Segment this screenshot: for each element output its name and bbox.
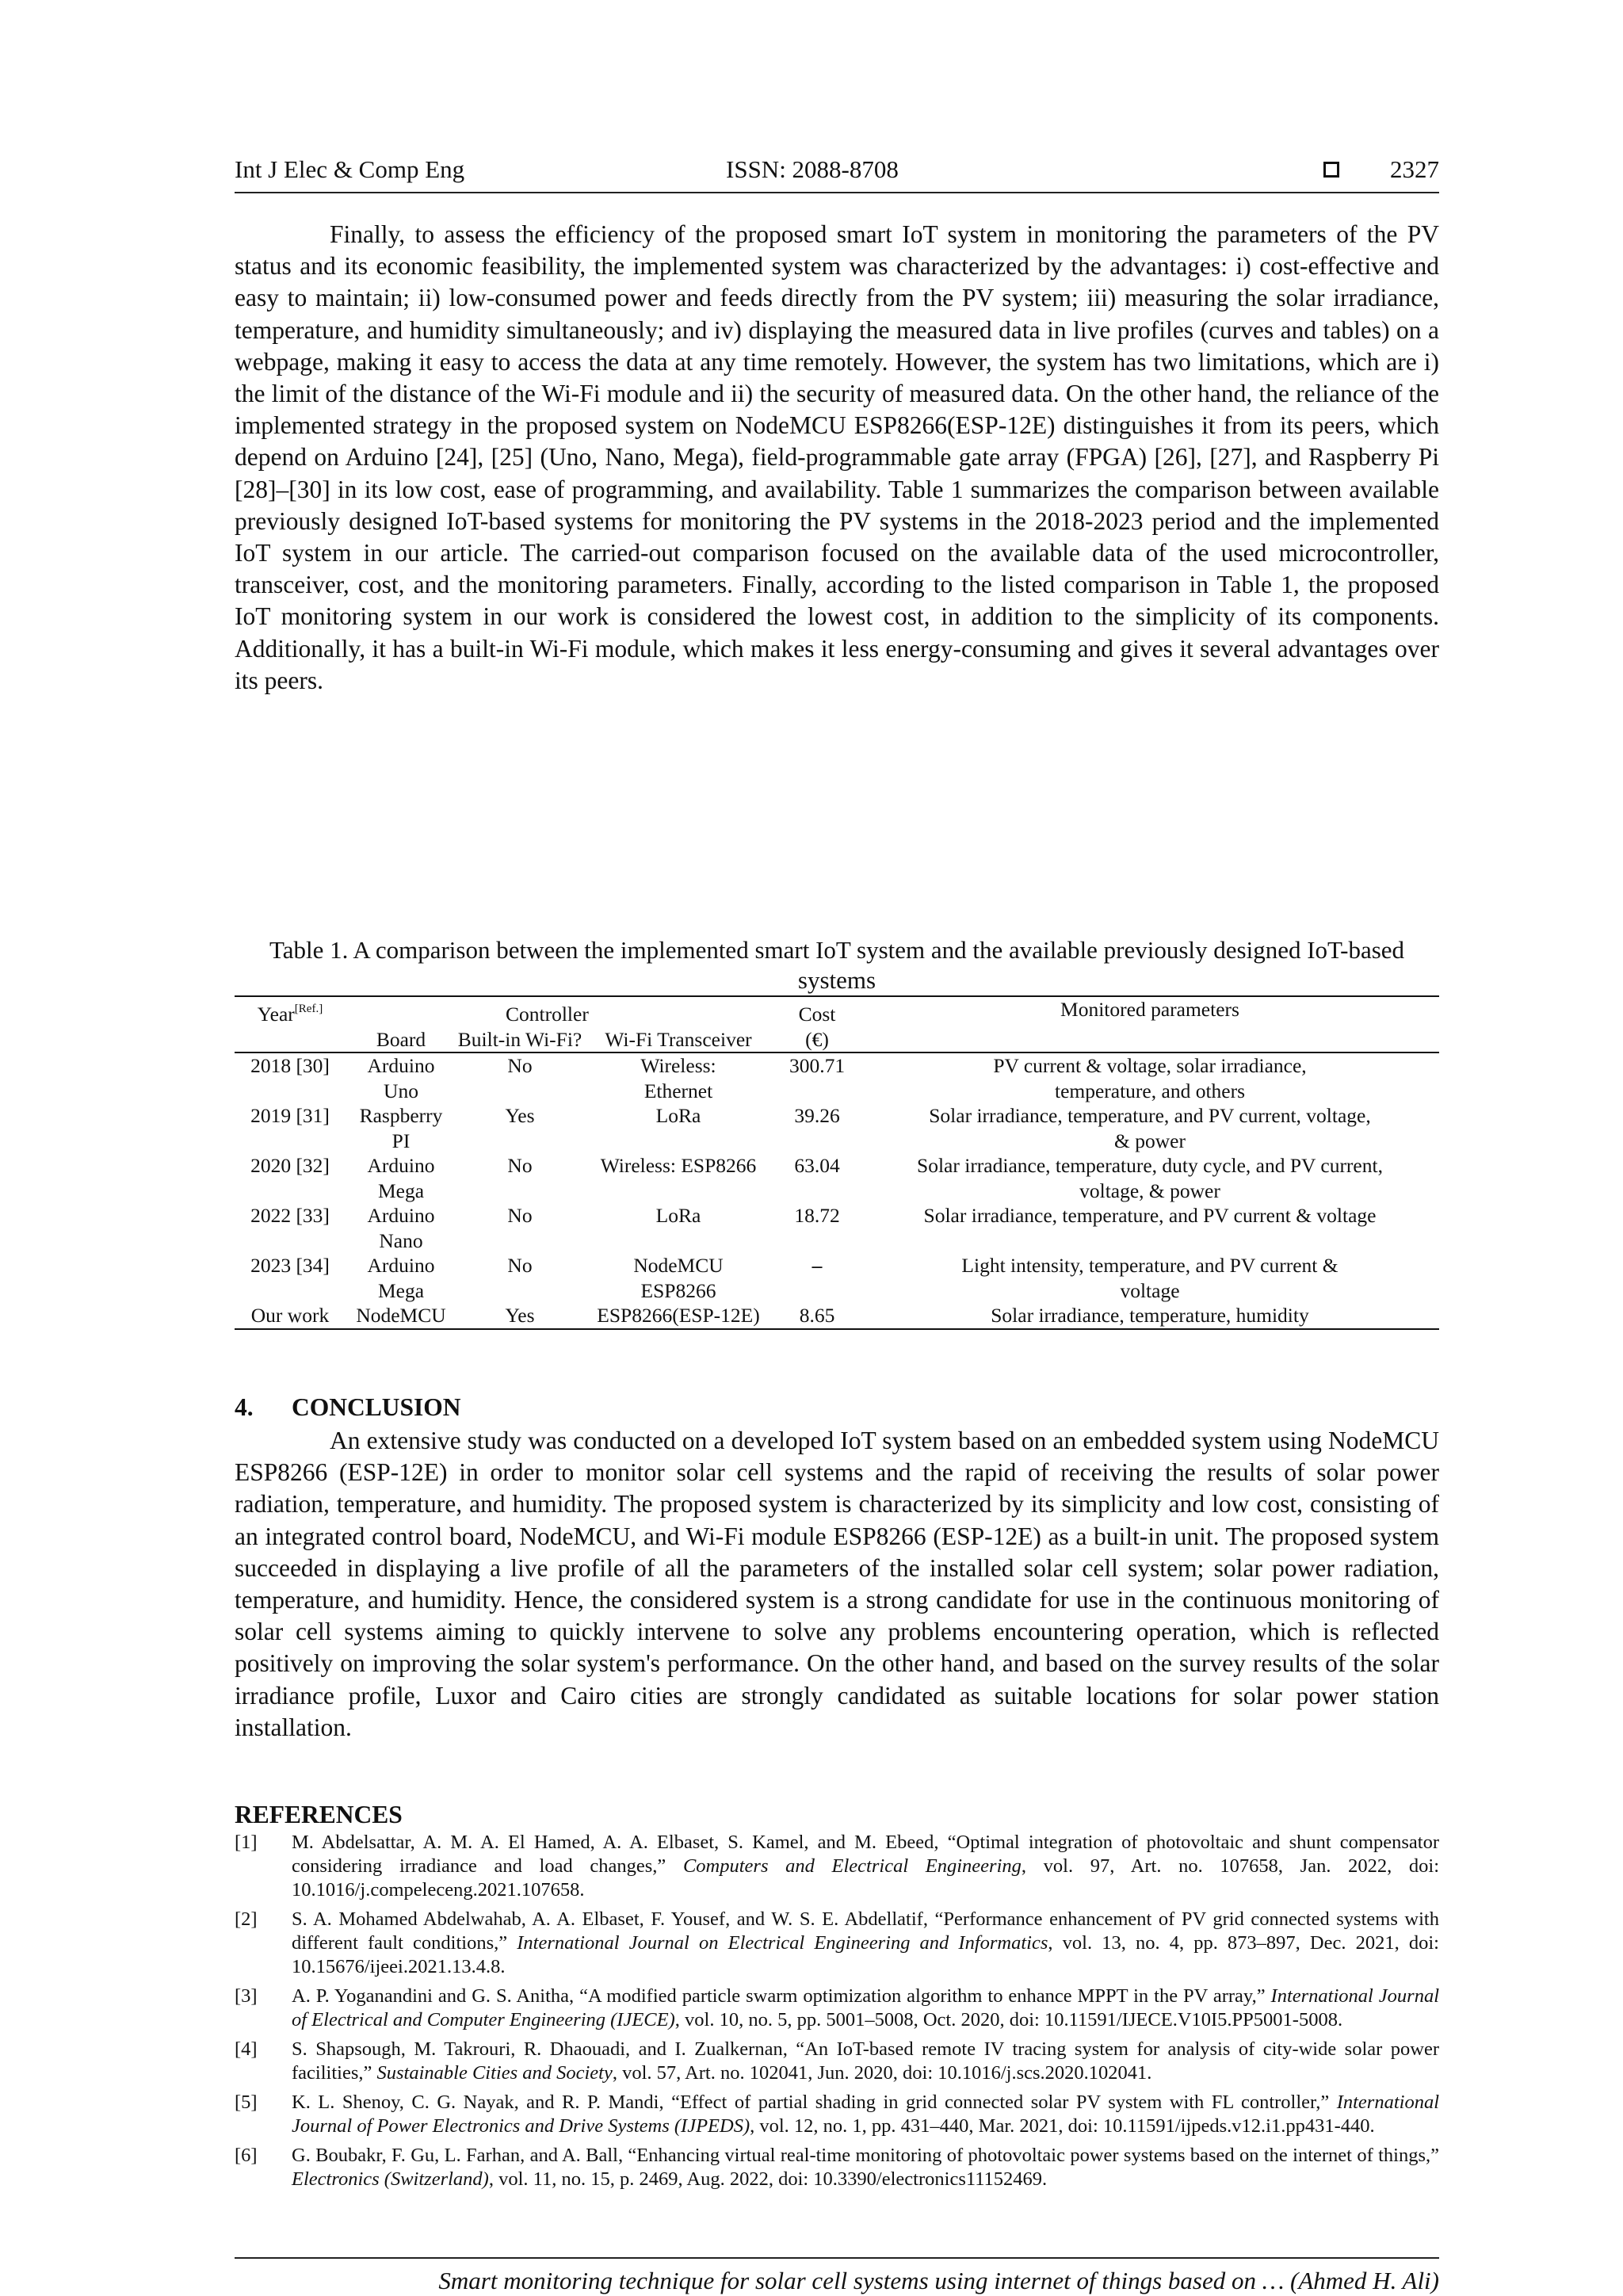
cell-board: Arduino Nano — [367, 1204, 435, 1252]
cell-cost: 63.04 — [794, 1154, 840, 1177]
references-heading: REFERENCES — [235, 1801, 403, 1828]
cell-cost: 18.72 — [794, 1204, 840, 1227]
cell-wifi: Yes — [505, 1104, 535, 1127]
square-icon — [1323, 162, 1339, 178]
cell-wifi: No — [507, 1204, 533, 1227]
cell-params: Solar irradiance, temperature, and PV current & voltage — [923, 1204, 1377, 1227]
reference-item: [4] S. Shapsough, M. Takrouri, R. Dhaouadi, and I. Zualkernan, “An IoT-based remote IV tracing system for analysis of city-wide solar power facilities,” Sustainable Cities and Society, vol. 57, Art. no. 102041, Jun. 2020, doi: 10.1016/j.scs.2020.102041. — [235, 2038, 1439, 2084]
comparison-table — [235, 995, 1439, 1330]
cell-transceiver: ESP8266(ESP-12E) — [583, 1303, 773, 1329]
cell-year: 2018 [30] — [250, 1054, 330, 1077]
cell-cost: 39.26 — [794, 1104, 840, 1127]
cell-transceiver: NodeMCU ESP8266 — [633, 1254, 724, 1302]
header-cost: Cost — [773, 996, 861, 1027]
table-row — [235, 1203, 1439, 1253]
conclusion-heading — [235, 1393, 461, 1422]
header-board: Board — [346, 1027, 456, 1053]
cell-board: Arduino Mega — [367, 1254, 435, 1302]
reference-item: [3] A. P. Yoganandini and G. S. Anitha, “A modified particle swarm optimization algorithm to enhance MPPT in the PV array,” International Journal of Electrical and Computer Engineering (IJECE), vol. 10, no. 5, pp. 5001–5008, Oct. 2020, doi: 10.11591/IJECE.V10I5.PP5001-5008. — [235, 1985, 1439, 2030]
page-number: 2327 — [1390, 155, 1439, 183]
running-footer: Smart monitoring technique for solar cell systems using internet of things based on … (Ahmed H. Ali) — [235, 2257, 1439, 2295]
table-row — [235, 1052, 1439, 1103]
paper-page — [235, 151, 1439, 2294]
table-subheader-row — [235, 1027, 1439, 1053]
header-builtin-wifi: Built-in Wi-Fi? — [456, 1027, 583, 1053]
cell-cost: 300.71 — [789, 1054, 846, 1077]
conclusion-paragraph: An extensive study was conducted on a developed IoT system based on an embedded system using NodeMCU ESP8266 (ESP-12E) in order to monitor solar cell systems and the rapid of receiving the results of solar power radiation, temperature, and humidity. The proposed system is characterized by its simplicity and low cost, consisting of an integrated control board, NodeMCU, and Wi-Fi module ESP8266 (ESP-12E) as a built-in unit. The proposed system succeeded in displaying a live profile of all the parameters of the installed solar cell system; solar power radiation, temperature, and humidity. Hence, the considered system is a strong candidate for use in the continuous monitoring of solar cell systems aiming to quickly intervene to solve any problems encountering operation, which is reflected positively on improving the solar system's performance. On the other hand, and based on the survey results of the solar irradiance profile, Luxor and Cairo cities are strongly candidated as suitable locations for solar power station installation. — [235, 1427, 1439, 1741]
reference-item: [1] M. Abdelsattar, A. M. A. El Hamed, A. A. Elbaset, S. Kamel, and M. Ebeed, “Optimal integration of photovoltaic and shunt compensator considering irradiance and load changes,” Computers and Electrical Engineering, vol. 97, Art. no. 107658, Jan. 2022, doi: 10.1016/j.compeleceng.2021.107658. — [235, 1832, 1439, 1901]
table-caption: Table 1. A comparison between the implemented smart IoT system and the available previously designed IoT-based systems — [269, 936, 1405, 994]
cell-transceiver: Wireless: ESP8266 — [600, 1154, 757, 1177]
cell-params: PV current & voltage, solar irradiance, temperature, and others — [993, 1054, 1307, 1102]
cell-params: Solar irradiance, temperature, duty cycle, and PV current, voltage, & power — [917, 1154, 1383, 1202]
cell-transceiver: Wireless: Ethernet — [640, 1054, 716, 1102]
cell-wifi: No — [507, 1154, 533, 1177]
table-row — [235, 1253, 1439, 1303]
cell-cost: 8.65 — [773, 1303, 861, 1329]
cell-board: Arduino Uno — [367, 1054, 435, 1102]
cell-wifi: No — [507, 1054, 533, 1077]
cell-board: Raspberry PI — [359, 1104, 443, 1152]
cell-year: 2022 [33] — [250, 1204, 330, 1227]
table-row — [235, 1103, 1439, 1153]
running-header — [235, 151, 1439, 193]
reference-item: [5] K. L. Shenoy, C. G. Nayak, and R. P. Mandi, “Effect of partial shading in grid connected solar PV system with FL controller,” International Journal of Power Electronics and Drive Systems (IJPEDS), vol. 12, no. 1, pp. 431–440, Mar. 2021, doi: 10.11591/ijpeds.v12.i1.pp431-440. — [235, 2092, 1439, 2137]
intro-paragraph: Finally, to assess the efficiency of the proposed smart IoT system in monitoring the parameters of the PV status and its economic feasibility, the implemented system was characterized by the advantages: i) cost-effective and easy to maintain; ii) low-consumed power and feeds directly from the PV system; iii) measuring the solar irradiance, temperature, and humidity simultaneously; and iv) displaying the measured data in live profiles (curves and tables) on a webpage, making it easy to access the data at any time remotely. However, the system has two limitations, which are i) the limit of the distance of the Wi-Fi module and ii) the security of measured data. On the other hand, the reliance of the implemented strategy in the proposed system on NodeMCU ESP8266(ESP-12E) distinguishes it from its peers, which depend on Arduino [24], [25] (Uno, Nano, Mega), field-programmable gate array (FPGA) [26], [27], and Raspberry Pi [28]–[30] in its low cost, ease of programming, and availability. Table 1 summarizes the comparison between available previously designed IoT-based systems for monitoring the PV systems in the 2018-2023 period and the implemented IoT system in our article. The carried-out comparison focused on the available data of the used microcontroller, transceiver, cost, and the monitoring parameters. Finally, according to the listed comparison in Table 1, the proposed IoT monitoring system in our work is considered the lowest cost, in addition to the simplicity of its components. Additionally, it has a built-in Wi-Fi module, which makes it less energy-consuming and gives it several advantages over its peers. — [235, 220, 1439, 694]
reference-item: [6] G. Boubakr, F. Gu, L. Farhan, and A. Ball, “Enhancing virtual real-time monitoring of photovoltaic power systems based on the internet of things,” Electronics (Switzerland), vol. 11, no. 15, p. 2469, Aug. 2022, doi: 10.3390/electronics11152469. — [235, 2145, 1439, 2190]
header-controller: Controller — [456, 996, 773, 1027]
header-cost-unit: (€) — [773, 1027, 861, 1053]
cell-cost: – — [812, 1254, 823, 1277]
header-transceiver: Wi-Fi Transceiver — [583, 1027, 773, 1053]
cell-params: Solar irradiance, temperature, and PV current, voltage, & power — [929, 1104, 1371, 1152]
cell-wifi: Yes — [456, 1303, 583, 1329]
cell-board: Arduino Mega — [367, 1154, 435, 1202]
conclusion-section — [235, 1425, 1439, 1744]
table-row — [235, 1153, 1439, 1203]
table-header-row — [235, 996, 1439, 1027]
cell-year: 2020 [32] — [250, 1154, 330, 1177]
issn: ISSN: 2088-8708 — [726, 155, 899, 183]
references-list — [235, 1831, 1439, 2197]
reference-item: [2] S. A. Mohamed Abdelwahab, A. A. Elbaset, F. Yousef, and W. S. E. Abdellatif, “Performance enhancement of PV grid connected systems with different fault conditions,” International Journal on Electrical Engineering and Informatics, vol. 13, no. 4, pp. 873–897, Dec. 2021, doi: 10.15676/ijeei.2021.13.4.8. — [235, 1908, 1439, 1977]
cell-transceiver: LoRa — [655, 1104, 701, 1127]
section-number: 4. — [235, 1393, 254, 1421]
cell-board: NodeMCU — [346, 1303, 456, 1329]
intro-section — [235, 219, 1439, 697]
section-title: CONCLUSION — [292, 1393, 461, 1421]
cell-params: Light intensity, temperature, and PV current & voltage — [961, 1254, 1338, 1302]
journal-name: Int J Elec & Comp Eng — [235, 155, 465, 183]
cell-params: Solar irradiance, temperature, humidity — [861, 1303, 1439, 1329]
header-monitored: Monitored parameters — [861, 996, 1439, 1027]
cell-year: 2023 [34] — [250, 1254, 330, 1277]
cell-year: 2019 [31] — [250, 1104, 330, 1127]
cell-transceiver: LoRa — [655, 1204, 701, 1227]
table-row — [235, 1303, 1439, 1329]
header-year: Year[Ref.] — [235, 996, 346, 1027]
cell-wifi: No — [507, 1254, 533, 1277]
cell-year: Our work — [235, 1303, 346, 1329]
